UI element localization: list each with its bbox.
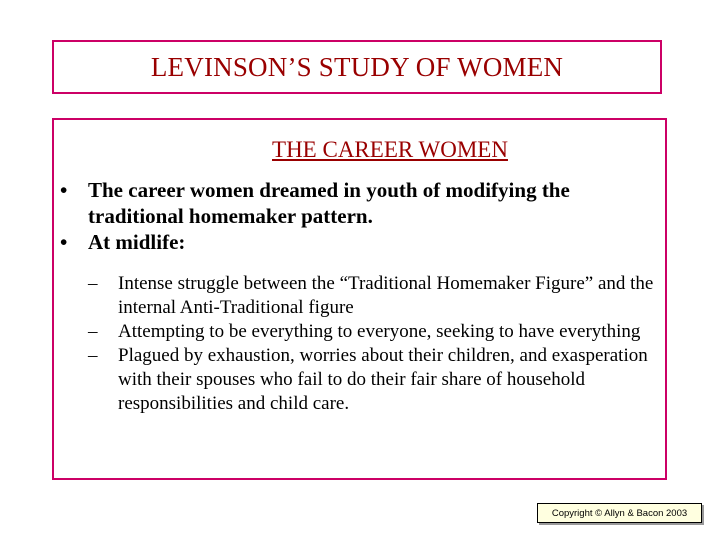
sub-bullet-item — [88, 344, 663, 416]
bullet-text: At midlife: — [88, 230, 186, 254]
bullet-dot: • — [60, 230, 68, 254]
slide-subtitle: THE CAREER WOMEN — [272, 137, 508, 162]
copyright-notice: Copyright © Allyn & Bacon 2003 — [537, 503, 702, 523]
sub-bullet-text: Attempting to be everything to everyone, seeking to have everything — [118, 321, 641, 342]
bullet-list — [58, 177, 658, 255]
sub-bullet-dash: – — [88, 273, 98, 294]
sub-bullet-text: Intense struggle between the “Traditional Homemaker Figure” and the internal Anti-Traditional figure — [118, 273, 654, 318]
sub-bullet-list — [88, 272, 663, 416]
title-box — [52, 40, 662, 94]
bullet-text: The career women dreamed in youth of modifying the traditional homemaker pattern. — [88, 178, 570, 228]
sub-bullet-dash: – — [88, 321, 98, 342]
bullet-dot: • — [60, 178, 68, 202]
bullet-item — [58, 177, 658, 229]
bullet-item — [58, 229, 658, 255]
slide-title: LEVINSON’S STUDY OF WOMEN — [150, 51, 564, 82]
sub-bullet-dash: – — [88, 345, 98, 366]
sub-bullet-item — [88, 272, 663, 320]
sub-bullet-text: Plagued by exhaustion, worries about their children, and exasperation with their spouses who fail to do their fair share of household responsibilities and child care. — [118, 345, 648, 414]
sub-bullet-item — [88, 320, 663, 344]
